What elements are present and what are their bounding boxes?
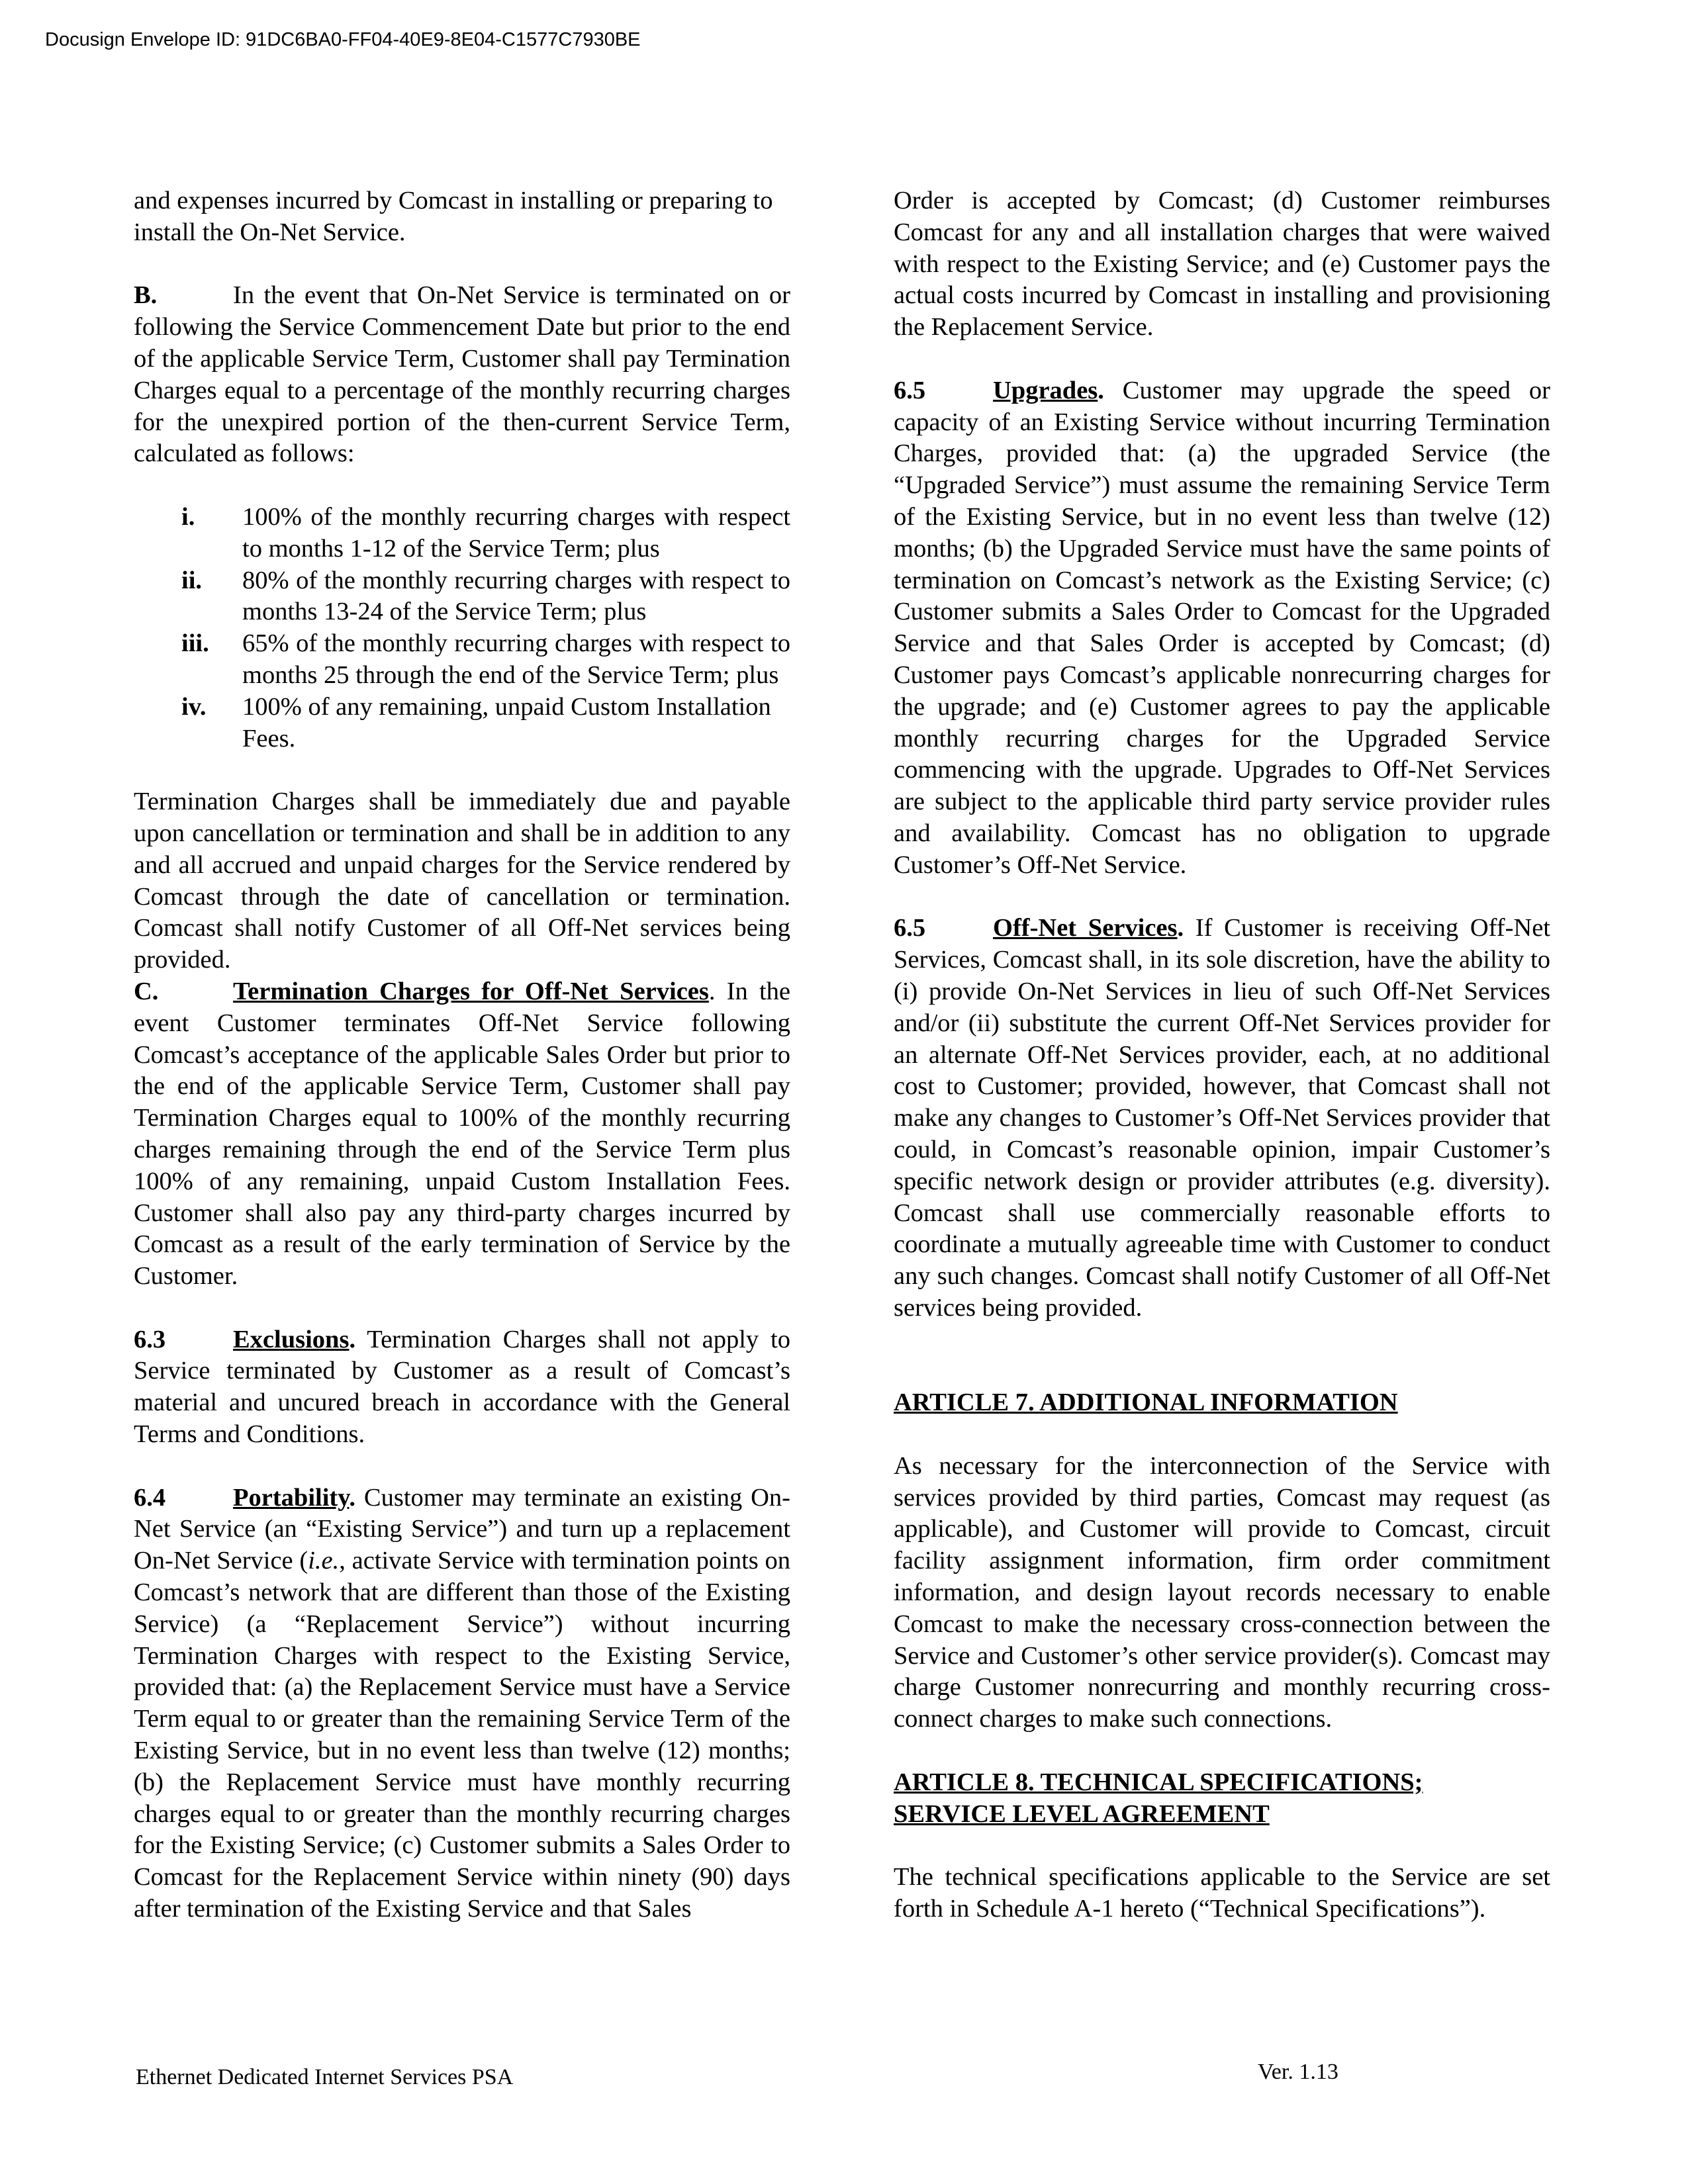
section-6-5-upgrades-text: Customer may upgrade the speed or capacity of an Existing Service without incurring Termination Charges, provided that: (a) the upgraded Service (the “Upgraded Service”) must assume the remaining Service Term of the Existing Service, but in no event less than twelve (12) months; (b) the Upgraded Service must have the same points of termination on Comcast’s network as the Existing Service; (c) Customer submits a Sales Order to Comcast for the Upgraded Service and that Sales Order is accepted by Comcast; (d) Customer pays Comcast’s applicable nonrecurring charges for the upgrade; and (e) Customer agrees to pay the applicable monthly recurring charges for the Upgraded Service commencing with the upgrade. Upgrades to Off-Net Services are subject to the applicable third party service provider rules and availability. Comcast has no obligation to upgrade Customer’s Off-Net Service. <box>894 376 1550 879</box>
article-8-text: The technical specifications applicable to the Service are set forth in Schedule A-1 hereto (“Technical Specifications”). <box>894 1863 1550 1923</box>
section-b-label: B. <box>134 281 158 310</box>
article-8-heading-line-2: SERVICE LEVEL AGREEMENT <box>894 1799 1270 1828</box>
section-c-text: . In the event Customer terminates Off-Net Service following Comcast’s acceptance of the applicable Sales Order but prior to the end of the applicable Service Term, Customer shall pay Termination Charges equal to 100% of the monthly recurring charges remaining through the end of the Service Term plus 100% of any remaining, unpaid Custom Installation Fees. Customer shall also pay any third-party charges incurred by Comcast as a result of the early termination of Service by the Customer. <box>134 977 790 1291</box>
section-6-5-off-net-title: Off-Net Services <box>993 914 1178 942</box>
left-column <box>134 185 790 1925</box>
list-item-number: iv. <box>181 692 207 721</box>
section-6-4-text-b: , activate Service with termination points on Comcast’s network that are different than those of the Existing Service) (a “Replacement Service”) without incurring Termination Charges with respect to the Existing Service, provided that: (a) the Replacement Service must have a Service Term equal to or greater than the remaining Service Term of the Existing Service, but in no event less than twelve (12) months; (b) the Replacement Service must have monthly recurring charges equal to or greater than the monthly recurring charges for the Existing Service; (c) Customer submits a Sales Order to Comcast for the Replacement Service within ninety (90) days after termination of the Existing Service and that Sales <box>134 1547 790 1923</box>
section-6-4-text-a: Customer may terminate an existing On-Net Service (an “Existing Service”) and turn up a replacement On-Net Service ( <box>134 1483 790 1575</box>
list-item <box>134 628 790 692</box>
list-item-number: i. <box>181 502 195 531</box>
section-6-5-upgrades-number: 6.5 <box>894 376 926 404</box>
list-item-text: 100% of any remaining, unpaid Custom Installation Fees. <box>242 692 771 752</box>
section-6-5-upgrades <box>894 375 1550 882</box>
section-6-4 <box>134 1482 790 1925</box>
section-6-4-ie: i.e. <box>308 1547 340 1575</box>
section-6-4-title: Portability <box>233 1483 350 1512</box>
footer-version: Ver. 1.13 <box>1258 2060 1338 2084</box>
section-6-5-off-net-period: . <box>1177 914 1184 942</box>
list-item-text: 80% of the monthly recurring charges with respect to months 13-24 of the Service Term; plus <box>242 566 790 626</box>
list-item-text: 100% of the monthly recurring charges with respect to months 1-12 of the Service Term; plus <box>242 502 790 563</box>
section-c <box>134 976 790 1293</box>
footer-document-title: Ethernet Dedicated Internet Services PSA <box>136 2065 514 2089</box>
list-item-text: 65% of the monthly recurring charges with respect to months 25 through the end of the Service Term; plus <box>242 629 790 689</box>
list-item-number: iii. <box>181 629 209 658</box>
section-6-4-title-period: . <box>349 1483 355 1512</box>
list-item <box>134 565 790 629</box>
envelope-id: Docusign Envelope ID: 91DC6BA0-FF04-40E9-8E04-C1577C7930BE <box>45 29 641 50</box>
section-b <box>134 280 790 470</box>
right-column <box>894 185 1550 1925</box>
section-c-title: Termination Charges for Off-Net Services <box>233 977 709 1005</box>
list-item-number: ii. <box>181 566 203 594</box>
after-list-paragraph: Termination Charges shall be immediately due and payable upon cancellation or termination and shall be in addition to any and all accrued and unpaid charges for the Service rendered by Comcast through the date of cancellation or termination. Comcast shall notify Customer of all Off-Net services being provided. <box>134 788 790 974</box>
list-item <box>134 502 790 565</box>
article-7-heading: ARTICLE 7. ADDITIONAL INFORMATION <box>894 1388 1398 1417</box>
intro-paragraph: and expenses incurred by Comcast in installing or preparing to install the On-Net Service. <box>134 187 773 246</box>
article-8-heading-line-1: ARTICLE 8. TECHNICAL SPECIFICATIONS; <box>894 1768 1423 1796</box>
list-item <box>134 692 790 755</box>
section-6-3-title: Exclusions <box>233 1325 350 1353</box>
section-6-5-off-net <box>894 913 1550 1324</box>
continuation-paragraph: Order is accepted by Comcast; (d) Customer reimburses Comcast for any and all installation charges that were waived with respect to the Existing Service; and (e) Customer pays the actual costs incurred by Comcast in installing and provisioning the Replacement Service. <box>894 187 1550 341</box>
termination-percentage-list <box>134 502 790 754</box>
section-6-3 <box>134 1324 790 1451</box>
section-6-3-number: 6.3 <box>134 1325 166 1353</box>
section-6-3-title-period: . <box>349 1325 356 1353</box>
section-6-5-off-net-number: 6.5 <box>894 914 926 942</box>
section-6-5-upgrades-period: . <box>1098 376 1104 404</box>
section-b-text: In the event that On-Net Service is terminated on or following the Service Commencement Date but prior to the end of the applicable Service Term, Customer shall pay Termination Charges equal to a percentage of the monthly recurring charges for the unexpired portion of the then-current Service Term, calculated as follows: <box>134 281 790 468</box>
section-6-3-text: Termination Charges shall not apply to Service terminated by Customer as a result of Comcast’s material and uncured breach in accordance with the General Terms and Conditions. <box>134 1325 790 1449</box>
article-7-text: As necessary for the interconnection of the Service with services provided by third parties, Comcast may request (as applicable), and Customer will provide to Comcast, circuit facility assignment information, firm order commitment information, and design layout records necessary to enable Comcast to make the necessary cross-connection between the Service and Customer’s other service provider(s). Comcast may charge Customer nonrecurring and monthly recurring cross-connect charges to make such connections. <box>894 1451 1550 1733</box>
section-c-label: C. <box>134 977 159 1005</box>
section-6-5-upgrades-title: Upgrades <box>993 376 1098 404</box>
section-6-5-off-net-text: If Customer is receiving Off-Net Services, Comcast shall, in its sole discretion, have the ability to (i) provide On-Net Services in lieu of such Off-Net Services and/or (ii) substitute the current Off-Net Services provider for an alternate Off-Net Services provider, each, at no additional cost to Customer; provided, however, that Comcast shall not make any changes to Customer’s Off-Net Services provider that could, in Comcast’s reasonable opinion, impair Customer’s specific network design or provider attributes (e.g. diversity). Comcast shall use commercially reasonable efforts to coordinate a mutually agreeable time with Customer to conduct any such changes. Comcast shall notify Customer of all Off-Net services being provided. <box>894 914 1550 1322</box>
section-6-4-number: 6.4 <box>134 1483 166 1512</box>
